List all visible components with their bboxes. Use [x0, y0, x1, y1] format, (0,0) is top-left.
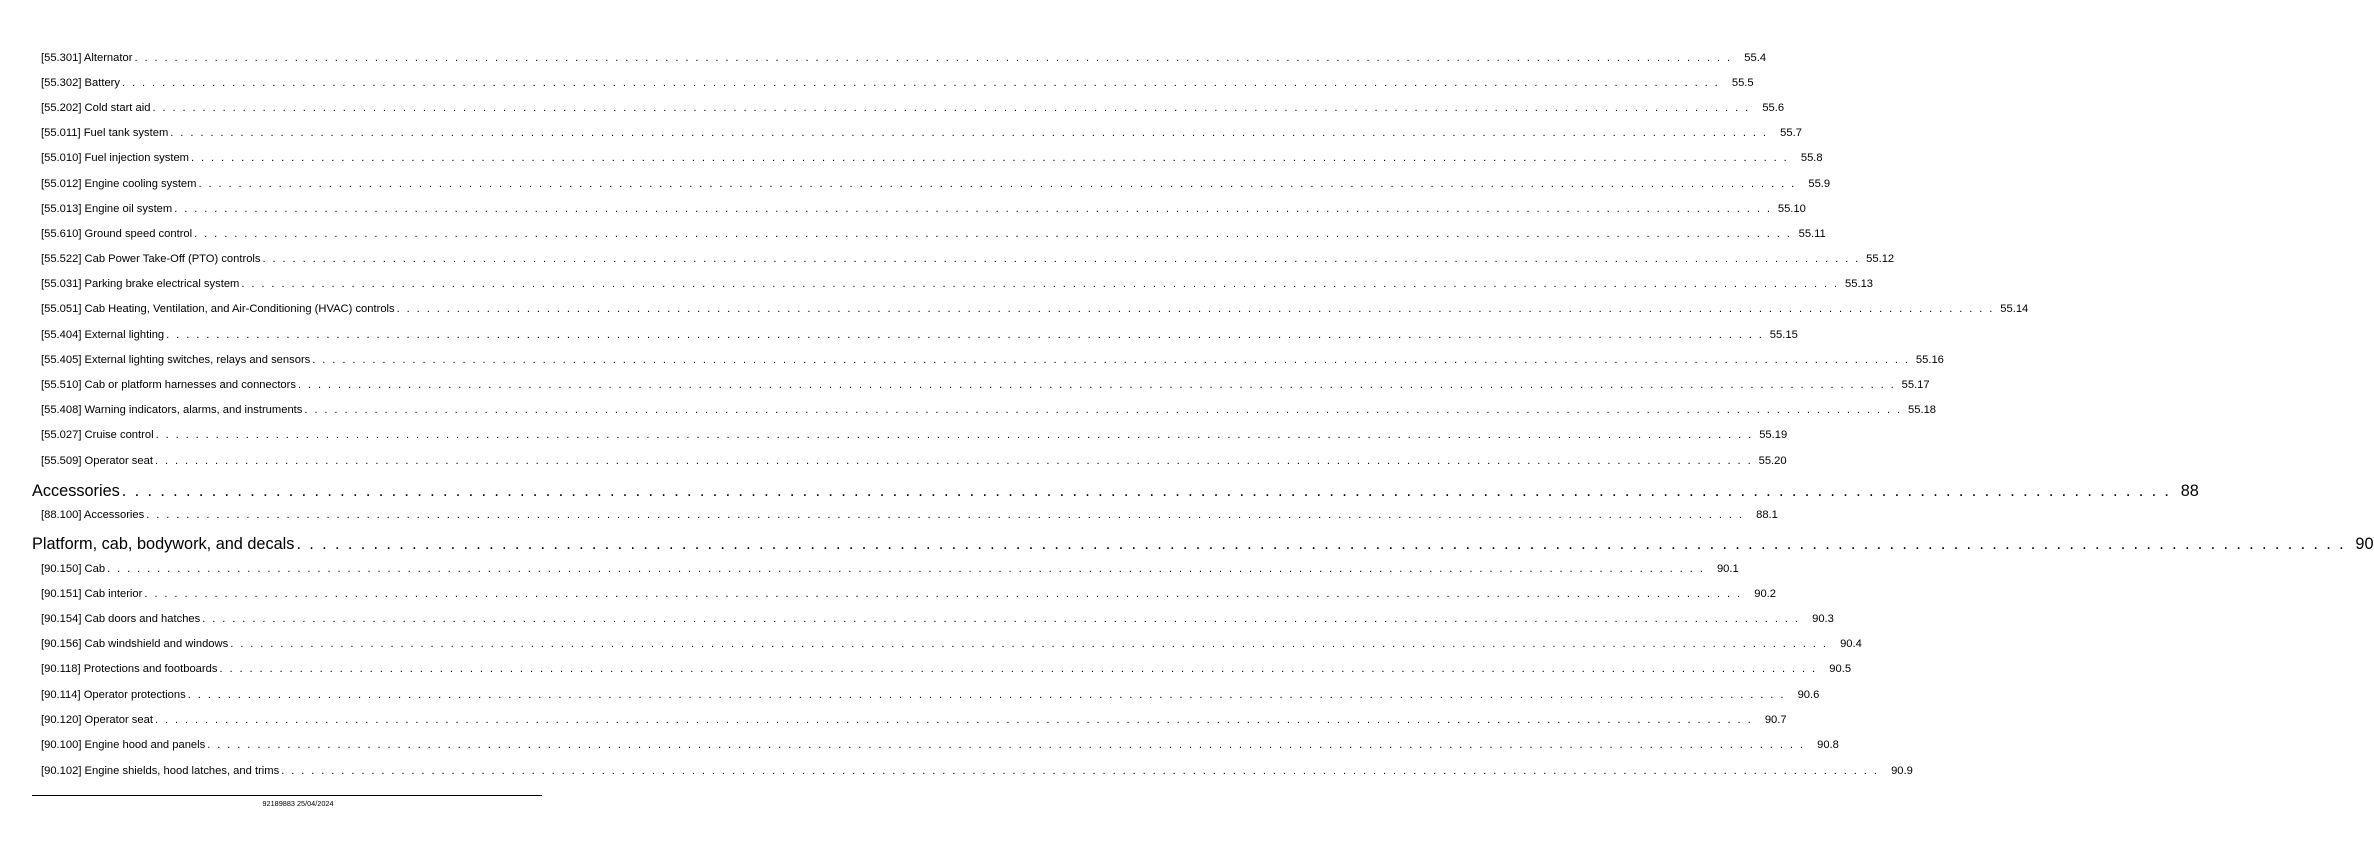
dot-leader: . . . . . . . . . . . . . . . . . . . . . . . . . . . . . . . . . . . . . . . . . . . . . . . . . . . . . . . . . . . . . . . . . . . . . . . . . . . . . . . . . . . . . . . . . . . . . . . . . . . . . . . . . . . . . . . . . . . . . . . . . . . . . . . . . . . . . . . . . . . . . . . . . . . . . . . . . . . . . . . . [144, 588, 1743, 600]
toc-entry-title: [90.118] Protections and footboards [41, 663, 218, 675]
toc-page-number: 90.8 [1817, 739, 1839, 751]
toc-entry[interactable] [41, 455, 1787, 467]
toc-entry-title: [90.102] Engine shields, hood latches, and trims [41, 765, 280, 777]
toc-entry[interactable] [41, 52, 1767, 64]
toc-page-number: 55.18 [1908, 404, 1937, 416]
toc-entry-title: [55.013] Engine oil system [41, 203, 173, 215]
toc-entry[interactable] [41, 663, 1852, 675]
toc-entry[interactable] [41, 354, 1944, 366]
toc-entry-title: [90.114] Operator protections [41, 689, 186, 701]
toc-chapter-entry[interactable] [32, 482, 2199, 501]
toc-entry-title: [90.120] Operator seat [41, 714, 153, 726]
dot-leader: . . . . . . . . . . . . . . . . . . . . . . . . . . . . . . . . . . . . . . . . . . . . . . . . . . . . . . . . . . . . . . . . . . . . . . . . . . . . . . . . . . . . . . . . . . . . . . . . . . . . . . . . . . . . . . . . . . . . . . . . . . . . . . . . . . . . . . . . . . . . . . . . . . . . . . . . . . . . . . . . [194, 228, 1792, 240]
dot-leader: . . . . . . . . . . . . . . . . . . . . . . . . . . . . . . . . . . . . . . . . . . . . . . . . . . . . . . . . . . . . . . . . . . . . . . . . . . . . . . . . . . . . . . . . . . . . . . . . . . . . . . . . . . . . . . . . . . . . . . . . . . . . . . . . . . . . . . . . . . . . . . . . . . . . . . . . . . . . . . . . [230, 638, 1828, 650]
toc-entry[interactable] [41, 278, 1874, 290]
dot-leader: . . . . . . . . . . . . . . . . . . . . . . . . . . . . . . . . . . . . . . . . . . . . . . . . . . . . . . . . . . . . . . . . . . . . . . . . . . . . . . . . . . . . . . . . . . . . . . . . . . . . . . . . . . . . . . . . . . . . . . . . . . . . . . . . . . . . . . . . . . . . . . . . . . . . . . . . . . . . . . . . [121, 482, 2171, 500]
toc-page-number: 55.10 [1777, 203, 1806, 215]
toc-page-number: 55.8 [1800, 152, 1823, 164]
toc-page-number: 90.5 [1829, 663, 1852, 675]
footer-doc-number-date: 92189883 25/04/2024 [262, 799, 334, 808]
dot-leader: . . . . . . . . . . . . . . . . . . . . . . . . . . . . . . . . . . . . . . . . . . . . . . . . . . . . . . . . . . . . . . . . . . . . . . . . . . . . . . . . . . . . . . . . . . . . . . . . . . . . . . . . . . . . . . . . . . . . . . . . . . . . . . . . . . . . . . . . . . . . . . . . . . . . . . . . . . . . . . . . [170, 127, 1768, 139]
toc-entry-title: [55.408] Warning indicators, alarms, and instruments [41, 404, 303, 416]
toc-entry[interactable] [41, 228, 1826, 240]
toc-entry-title: [55.051] Cab Heating, Ventilation, and Air-Conditioning (HVAC) controls [41, 303, 395, 315]
dot-leader: . . . . . . . . . . . . . . . . . . . . . . . . . . . . . . . . . . . . . . . . . . . . . . . . . . . . . . . . . . . . . . . . . . . . . . . . . . . . . . . . . . . . . . . . . . . . . . . . . . . . . . . . . . . . . . . . . . . . . . . . . . . . . . . . . . . . . . . . . . . . . . . . . . . . . . . . . . . . . . . . [304, 404, 1903, 416]
footer-rule [32, 795, 542, 796]
toc-entry-title: [55.405] External lighting switches, relays and sensors [41, 354, 311, 366]
dot-leader: . . . . . . . . . . . . . . . . . . . . . . . . . . . . . . . . . . . . . . . . . . . . . . . . . . . . . . . . . . . . . . . . . . . . . . . . . . . . . . . . . . . . . . . . . . . . . . . . . . . . . . . . . . . . . . . . . . . . . . . . . . . . . . . . . . . . . . . . . . . . . . . . . . . . . . . . . . . . . . . . [312, 354, 1910, 366]
toc-entry-title: [55.404] External lighting [41, 329, 165, 341]
toc-entry-title: [55.031] Parking brake electrical system [41, 278, 240, 290]
toc-entry-title: [90.151] Cab interior [41, 588, 143, 600]
dot-leader: . . . . . . . . . . . . . . . . . . . . . . . . . . . . . . . . . . . . . . . . . . . . . . . . . . . . . . . . . . . . . . . . . . . . . . . . . . . . . . . . . . . . . . . . . . . . . . . . . . . . . . . . . . . . . . . . . . . . . . . . . . . . . . . . . . . . . . . . . . . . . . . . . . . . . . . . . . . . . . . . [166, 329, 1764, 341]
toc-entry-title: [55.010] Fuel injection system [41, 152, 189, 164]
dot-leader: . . . . . . . . . . . . . . . . . . . . . . . . . . . . . . . . . . . . . . . . . . . . . . . . . . . . . . . . . . . . . . . . . . . . . . . . . . . . . . . . . . . . . . . . . . . . . . . . . . . . . . . . . . . . . . . . . . . . . . . . . . . . . . . . . . . . . . . . . . . . . . . . . . . . . . . . . . . . . . . . [174, 203, 1772, 215]
toc-page-number: 55.6 [1762, 102, 1785, 114]
toc-page-number: 55.15 [1769, 329, 1798, 341]
toc-page-number: 55.7 [1780, 127, 1802, 139]
toc-page-number: 55.11 [1798, 228, 1826, 240]
toc-page-number: 90.6 [1797, 689, 1820, 701]
toc-page-number: 90.7 [1764, 714, 1787, 726]
toc-page-number: 55.13 [1845, 278, 1874, 290]
dot-leader: . . . . . . . . . . . . . . . . . . . . . . . . . . . . . . . . . . . . . . . . . . . . . . . . . . . . . . . . . . . . . . . . . . . . . . . . . . . . . . . . . . . . . . . . . . . . . . . . . . . . . . . . . . . . . . . . . . . . . . . . . . . . . . . . . . . . . . . . . . . . . . . . . . . . . . . . . . . . . . . . [396, 303, 1995, 315]
dot-leader: . . . . . . . . . . . . . . . . . . . . . . . . . . . . . . . . . . . . . . . . . . . . . . . . . . . . . . . . . . . . . . . . . . . . . . . . . . . . . . . . . . . . . . . . . . . . . . . . . . . . . . . . . . . . . . . . . . . . . . . . . . . . . . . . . . . . . . . . . . . . . . . . . . . . . . . . . . . . . . . . [241, 278, 1840, 290]
toc-entry-title: [55.302] Battery [41, 77, 120, 89]
dot-leader: . . . . . . . . . . . . . . . . . . . . . . . . . . . . . . . . . . . . . . . . . . . . . . . . . . . . . . . . . . . . . . . . . . . . . . . . . . . . . . . . . . . . . . . . . . . . . . . . . . . . . . . . . . . . . . . . . . . . . . . . . . . . . . . . . . . . . . . . . . . . . . . . . . . . . . . . . . . . . . . . [155, 429, 1754, 441]
toc-page-number: 55.9 [1808, 178, 1831, 190]
toc-entry-title: [90.154] Cab doors and hatches [41, 613, 201, 625]
dot-leader: . . . . . . . . . . . . . . . . . . . . . . . . . . . . . . . . . . . . . . . . . . . . . . . . . . . . . . . . . . . . . . . . . . . . . . . . . . . . . . . . . . . . . . . . . . . . . . . . . . . . . . . . . . . . . . . . . . . . . . . . . . . . . . . . . . . . . . . . . . . . . . . . . . . . . . . . . . . . . . . . [152, 102, 1751, 114]
toc-page-number: 55.4 [1744, 52, 1767, 64]
toc-entry-title: [55.011] Fuel tank system [41, 127, 169, 139]
toc-entry-title: [55.522] Cab Power Take-Off (PTO) controls [41, 253, 261, 265]
toc-page-number: 90.4 [1840, 638, 1862, 650]
toc-entry[interactable] [41, 739, 1839, 751]
toc-page-number: 55.20 [1758, 455, 1787, 467]
toc-entry-title: [90.100] Engine hood and panels [41, 739, 206, 751]
toc-page-number: 88.1 [1756, 509, 1778, 521]
toc-entry[interactable] [41, 588, 1777, 600]
toc-page-number: 90.2 [1754, 588, 1777, 600]
dot-leader: . . . . . . . . . . . . . . . . . . . . . . . . . . . . . . . . . . . . . . . . . . . . . . . . . . . . . . . . . . . . . . . . . . . . . . . . . . . . . . . . . . . . . . . . . . . . . . . . . . . . . . . . . . . . . . . . . . . . . . . . . . . . . . . . . . . . . . . . . . . . . . . . . . . . . . . . . . . . . . . . [107, 563, 1705, 575]
toc-entry-title: [55.510] Cab or platform harnesses and connectors [41, 379, 296, 391]
toc-entry[interactable] [41, 253, 1895, 265]
toc-entry[interactable] [41, 689, 1820, 701]
toc-entry[interactable] [41, 563, 1739, 575]
toc-entry[interactable] [41, 77, 1754, 89]
dot-leader: . . . . . . . . . . . . . . . . . . . . . . . . . . . . . . . . . . . . . . . . . . . . . . . . . . . . . . . . . . . . . . . . . . . . . . . . . . . . . . . . . . . . . . . . . . . . . . . . . . . . . . . . . . . . . . . . . . . . . . . . . . . . . . . . . . . . . . . . . . . . . . . . . . . . . . . . . . . . . . . . [134, 52, 1733, 64]
toc-entry[interactable] [41, 404, 1937, 416]
toc-entry-title: [55.610] Ground speed control [41, 228, 193, 240]
toc-entry-title: [55.012] Engine cooling system [41, 178, 197, 190]
dot-leader: . . . . . . . . . . . . . . . . . . . . . . . . . . . . . . . . . . . . . . . . . . . . . . . . . . . . . . . . . . . . . . . . . . . . . . . . . . . . . . . . . . . . . . . . . . . . . . . . . . . . . . . . . . . . . . . . . . . . . . . . . . . . . . . . . . . . . . . . . . . . . . . . . . . . . . . . . . . . . . . . [219, 663, 1818, 675]
toc-entry-title: [55.301] Alternator [41, 52, 133, 64]
dot-leader: . . . . . . . . . . . . . . . . . . . . . . . . . . . . . . . . . . . . . . . . . . . . . . . . . . . . . . . . . . . . . . . . . . . . . . . . . . . . . . . . . . . . . . . . . . . . . . . . . . . . . . . . . . . . . . . . . . . . . . . . . . . . . . . . . . . . . . . . . . . . . . . . . . . . . . . . . . . . . . . . [202, 613, 1800, 625]
dot-leader: . . . . . . . . . . . . . . . . . . . . . . . . . . . . . . . . . . . . . . . . . . . . . . . . . . . . . . . . . . . . . . . . . . . . . . . . . . . . . . . . . . . . . . . . . . . . . . . . . . . . . . . . . . . . . . . . . . . . . . . . . . . . . . . . . . . . . . . . . . . . . . . . . . . . . . . . . . . . . . . . [154, 714, 1753, 726]
toc-entry[interactable] [41, 613, 1834, 625]
dot-leader: . . . . . . . . . . . . . . . . . . . . . . . . . . . . . . . . . . . . . . . . . . . . . . . . . . . . . . . . . . . . . . . . . . . . . . . . . . . . . . . . . . . . . . . . . . . . . . . . . . . . . . . . . . . . . . . . . . . . . . . . . . . . . . . . . . . . . . . . . . . . . . . . . . . . . . . . . . . . . . . . [281, 765, 1879, 777]
toc-entry-title: Platform, cab, bodywork, and decals [32, 535, 295, 553]
toc-entry[interactable] [41, 303, 2029, 315]
toc-chapter-entry[interactable] [32, 535, 2374, 554]
toc-entry[interactable] [41, 203, 1806, 215]
toc-page-number: 90.1 [1716, 563, 1739, 575]
toc-page-number: 90 [2355, 535, 2374, 553]
dot-leader: . . . . . . . . . . . . . . . . . . . . . . . . . . . . . . . . . . . . . . . . . . . . . . . . . . . . . . . . . . . . . . . . . . . . . . . . . . . . . . . . . . . . . . . . . . . . . . . . . . . . . . . . . . . . . . . . . . . . . . . . . . . . . . . . . . . . . . . . . . . . . . . . . . . . . . . . . . . . . . . . [207, 739, 1805, 751]
dot-leader: . . . . . . . . . . . . . . . . . . . . . . . . . . . . . . . . . . . . . . . . . . . . . . . . . . . . . . . . . . . . . . . . . . . . . . . . . . . . . . . . . . . . . . . . . . . . . . . . . . . . . . . . . . . . . . . . . . . . . . . . . . . . . . . . . . . . . . . . . . . . . . . . . . . . . . . . . . . . . . . . [146, 509, 1744, 521]
toc-entry[interactable] [41, 765, 1913, 777]
dot-leader: . . . . . . . . . . . . . . . . . . . . . . . . . . . . . . . . . . . . . . . . . . . . . . . . . . . . . . . . . . . . . . . . . . . . . . . . . . . . . . . . . . . . . . . . . . . . . . . . . . . . . . . . . . . . . . . . . . . . . . . . . . . . . . . . . . . . . . . . . . . . . . . . . . . . . . . . . . . . . . . . [187, 689, 1786, 701]
dot-leader: . . . . . . . . . . . . . . . . . . . . . . . . . . . . . . . . . . . . . . . . . . . . . . . . . . . . . . . . . . . . . . . . . . . . . . . . . . . . . . . . . . . . . . . . . . . . . . . . . . . . . . . . . . . . . . . . . . . . . . . . . . . . . . . . . . . . . . . . . . . . . . . . . . . . . . . . . . . . . . . . [191, 152, 1789, 164]
toc-entry-title: [55.027] Cruise control [41, 429, 154, 441]
toc-entry[interactable] [41, 127, 1802, 139]
dot-leader: . . . . . . . . . . . . . . . . . . . . . . . . . . . . . . . . . . . . . . . . . . . . . . . . . . . . . . . . . . . . . . . . . . . . . . . . . . . . . . . . . . . . . . . . . . . . . . . . . . . . . . . . . . . . . . . . . . . . . . . . . . . . . . . . . . . . . . . . . . . . . . . . . . . . . . . . . . . . . . . . [198, 178, 1797, 190]
dot-leader: . . . . . . . . . . . . . . . . . . . . . . . . . . . . . . . . . . . . . . . . . . . . . . . . . . . . . . . . . . . . . . . . . . . . . . . . . . . . . . . . . . . . . . . . . . . . . . . . . . . . . . . . . . . . . . . . . . . . . . . . . . . . . . . . . . . . . . . . . . . . . . . . . . . . . . . . . . . . . . . . [154, 455, 1753, 467]
dot-leader: . . . . . . . . . . . . . . . . . . . . . . . . . . . . . . . . . . . . . . . . . . . . . . . . . . . . . . . . . . . . . . . . . . . . . . . . . . . . . . . . . . . . . . . . . . . . . . . . . . . . . . . . . . . . . . . . . . . . . . . . . . . . . . . . . . . . . . . . . . . . . . . . . . . . . . . . . . . . . . . . [262, 253, 1861, 265]
toc-page-number: 88 [2180, 482, 2199, 500]
toc-page-number: 55.14 [2000, 303, 2029, 315]
toc-entry[interactable] [41, 102, 1785, 114]
toc-page-number: 90.9 [1891, 765, 1913, 777]
toc-page-number: 55.12 [1866, 253, 1895, 265]
toc-page-number: 55.19 [1759, 429, 1788, 441]
toc-page-number: 55.16 [1915, 354, 1944, 366]
dot-leader: . . . . . . . . . . . . . . . . . . . . . . . . . . . . . . . . . . . . . . . . . . . . . . . . . . . . . . . . . . . . . . . . . . . . . . . . . . . . . . . . . . . . . . . . . . . . . . . . . . . . . . . . . . . . . . . . . . . . . . . . . . . . . . . . . . . . . . . . . . . . . . . . . . . . . . . . . . . . . . . . [122, 77, 1720, 89]
toc-entry-title: [88.100] Accessories [41, 509, 145, 521]
toc-entry[interactable] [41, 329, 1798, 341]
toc-page-number: 55.17 [1901, 379, 1930, 391]
toc-entry-title: [55.202] Cold start aid [41, 102, 151, 114]
toc-entry[interactable] [41, 379, 1930, 391]
toc-entry[interactable] [41, 429, 1788, 441]
toc-entry-title: [55.509] Operator seat [41, 455, 153, 467]
toc-entry[interactable] [41, 509, 1778, 521]
toc-entry[interactable] [41, 638, 1862, 650]
toc-entry[interactable] [41, 178, 1831, 190]
toc-entry-title: [90.150] Cab [41, 563, 106, 575]
dot-leader: . . . . . . . . . . . . . . . . . . . . . . . . . . . . . . . . . . . . . . . . . . . . . . . . . . . . . . . . . . . . . . . . . . . . . . . . . . . . . . . . . . . . . . . . . . . . . . . . . . . . . . . . . . . . . . . . . . . . . . . . . . . . . . . . . . . . . . . . . . . . . . . . . . . . . . . . . . . . . . . . [296, 535, 2346, 553]
toc-page-number: 55.5 [1731, 77, 1754, 89]
toc-entry-title: [90.156] Cab windshield and windows [41, 638, 229, 650]
dot-leader: . . . . . . . . . . . . . . . . . . . . . . . . . . . . . . . . . . . . . . . . . . . . . . . . . . . . . . . . . . . . . . . . . . . . . . . . . . . . . . . . . . . . . . . . . . . . . . . . . . . . . . . . . . . . . . . . . . . . . . . . . . . . . . . . . . . . . . . . . . . . . . . . . . . . . . . . . . . . . . . . [297, 379, 1896, 391]
toc-page-number: 90.3 [1812, 613, 1834, 625]
toc-entry[interactable] [41, 152, 1823, 164]
toc-entry[interactable] [41, 714, 1787, 726]
toc-entry-title: Accessories [32, 482, 120, 500]
